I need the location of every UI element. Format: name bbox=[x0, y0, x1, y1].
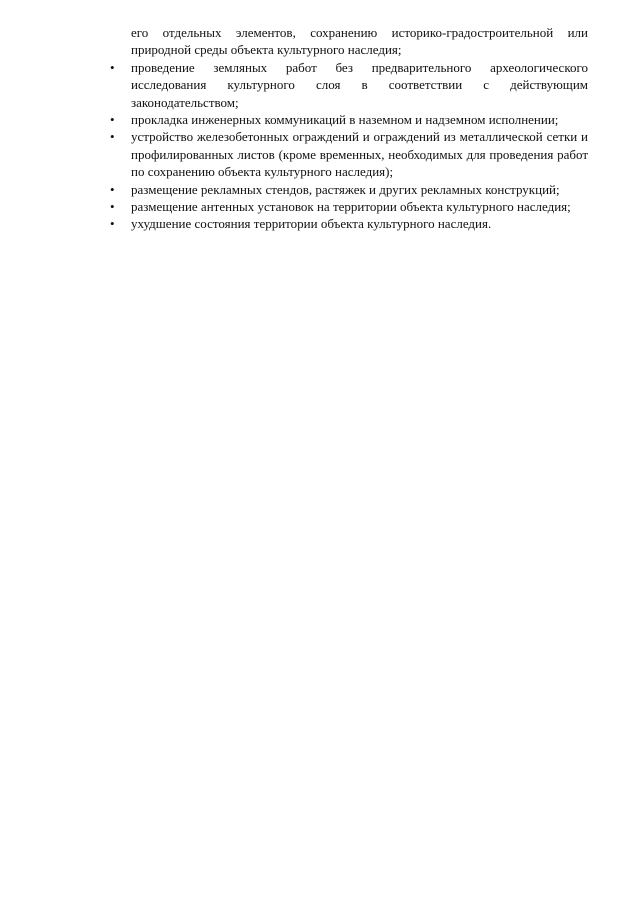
list-item bbox=[110, 181, 588, 198]
list-item-text: устройство железобетонных ограждений и ограждений из металлической сетки и профилированных листов (кроме временных, необходимых для проведения работ по сохранению объекта культурного наследия); bbox=[131, 129, 588, 180]
bullet-icon: • bbox=[110, 59, 115, 75]
bullet-icon: • bbox=[110, 216, 115, 232]
bullet-icon: • bbox=[110, 181, 115, 197]
list-item-text: размещение антенных установок на территории объекта культурного наследия; bbox=[131, 199, 571, 215]
list-item bbox=[110, 215, 588, 232]
list-item-text: прокладка инженерных коммуникаций в наземном и надземном исполнении; bbox=[131, 112, 559, 128]
list-item bbox=[110, 111, 588, 128]
continuation-paragraph: его отдельных элементов, сохранению историко-градостроительной или природной среды объекта культурного наследия; bbox=[131, 25, 588, 58]
list-item-text: размещение рекламных стендов, растяжек и других рекламных конструкций; bbox=[131, 181, 560, 197]
bullet-icon: • bbox=[110, 112, 115, 128]
list-item bbox=[110, 59, 588, 111]
list-item bbox=[110, 128, 588, 180]
document-body bbox=[110, 24, 588, 233]
list-item bbox=[110, 198, 588, 215]
list-item-text: проведение земляных работ без предварительного археологического исследования культурного слоя в соответствии с действующим законодательством; bbox=[131, 59, 588, 110]
list-item-text: ухудшение состояния территории объекта культурного наследия. bbox=[131, 216, 492, 232]
bullet-icon: • bbox=[110, 199, 115, 215]
bullet-icon: • bbox=[110, 129, 115, 145]
restriction-list bbox=[110, 59, 588, 233]
